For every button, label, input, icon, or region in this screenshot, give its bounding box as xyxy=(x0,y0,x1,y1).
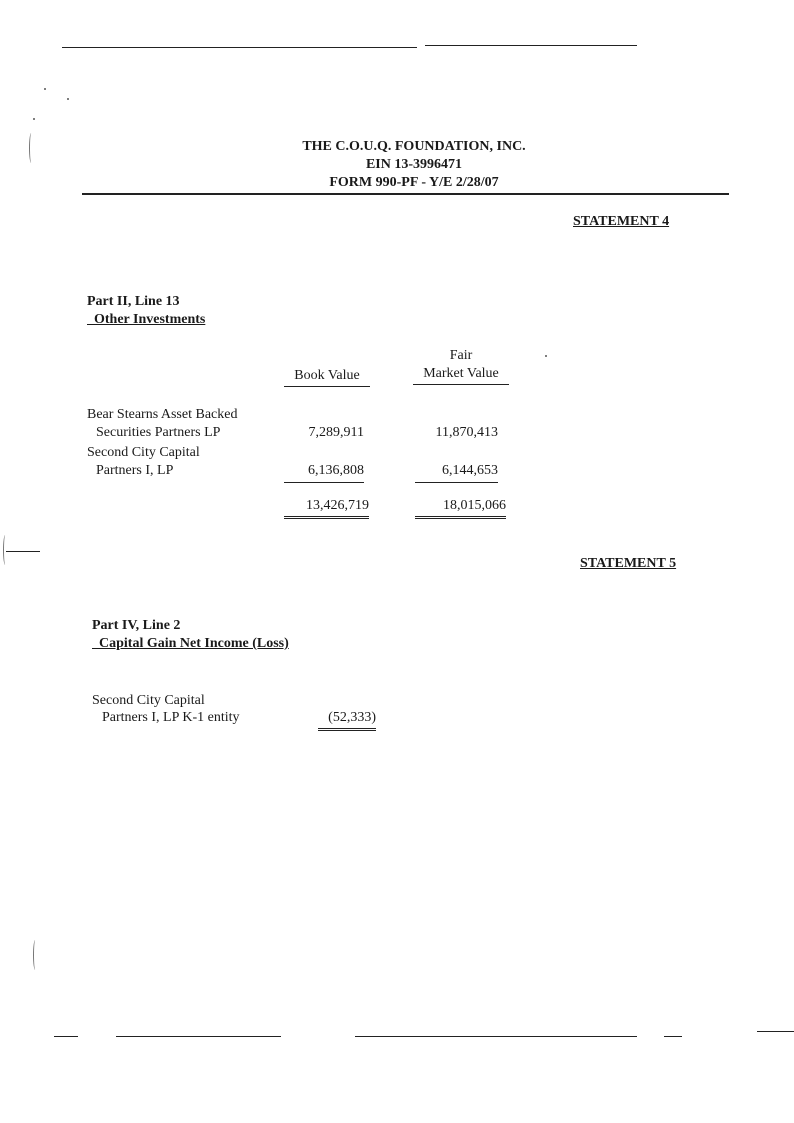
bottom-rule-1 xyxy=(54,1036,78,1037)
s5-row-name-1: Second City Capital xyxy=(92,693,205,708)
speck xyxy=(545,355,547,357)
row-1-name-1: Bear Stearns Asset Backed xyxy=(87,407,238,422)
ein-line: EIN 13-3996471 xyxy=(365,157,463,172)
speck xyxy=(67,98,69,100)
org-name: THE C.O.U.Q. FOUNDATION, INC. xyxy=(302,139,526,154)
top-rule-left xyxy=(62,47,417,48)
row-1-fair: 11,870,413 xyxy=(435,425,498,440)
statement-4-title: STATEMENT 4 xyxy=(573,214,670,229)
bottom-rule-5 xyxy=(757,1031,794,1032)
bottom-rule-4 xyxy=(664,1036,682,1037)
punch-mark-1 xyxy=(29,133,38,163)
col-fair-2: Market Value xyxy=(413,365,509,385)
punch-mark-3 xyxy=(33,940,42,970)
row-1-book: 7,289,911 xyxy=(308,425,364,440)
statement-5-part: Part IV, Line 2 xyxy=(92,618,181,633)
statement-4-subtitle: Other Investments xyxy=(94,312,206,327)
bottom-rule-2 xyxy=(116,1036,281,1037)
punch-mark-2 xyxy=(3,535,12,565)
statement-5-title: STATEMENT 5 xyxy=(580,556,677,571)
speck xyxy=(33,118,35,120)
form-line: FORM 990-PF - Y/E 2/28/07 xyxy=(329,175,499,190)
row-2-name-1: Second City Capital xyxy=(87,445,200,460)
col-book-value: Book Value xyxy=(284,367,370,387)
row-2-name-2: Partners I, LP xyxy=(96,463,174,478)
col-fair-1: Fair xyxy=(449,348,473,363)
s5-row-name-2: Partners I, LP K-1 entity xyxy=(102,710,240,725)
total-book: 13,426,719 xyxy=(284,497,369,519)
total-fair: 18,015,066 xyxy=(415,497,506,519)
statement-5-subtitle: Capital Gain Net Income (Loss) xyxy=(99,636,289,651)
header-rule xyxy=(82,193,729,195)
row-2-book: 6,136,808 xyxy=(284,462,364,483)
statement-4-part: Part II, Line 13 xyxy=(87,294,180,309)
speck xyxy=(44,88,46,90)
row-2-fair: 6,144,653 xyxy=(415,462,498,483)
row-1-name-2: Securities Partners LP xyxy=(96,425,221,440)
top-rule-right xyxy=(425,45,637,46)
bottom-rule-3 xyxy=(355,1036,637,1037)
s5-row-value: (52,333) xyxy=(318,709,376,731)
